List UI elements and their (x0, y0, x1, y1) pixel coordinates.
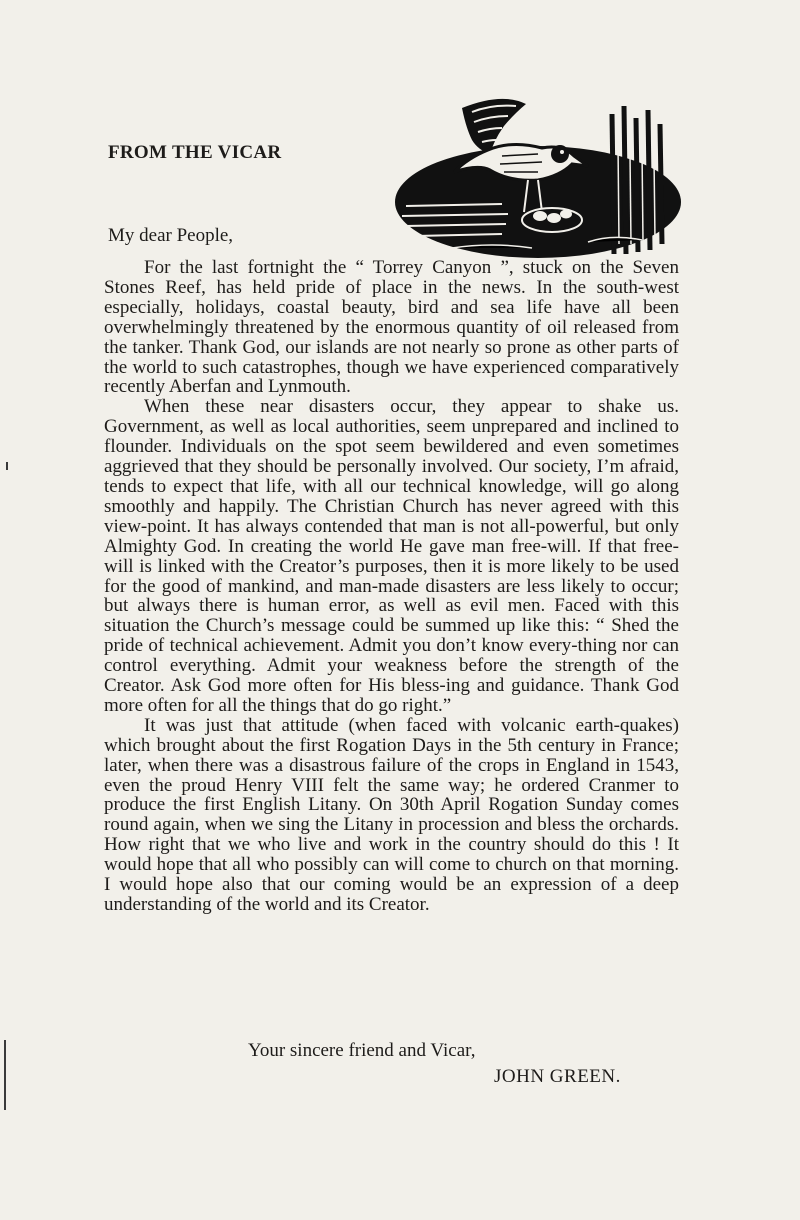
page-edge-mark (4, 1040, 6, 1110)
paragraph-near-disasters: When these near disasters occur, they appear to shake us. Government, as well as local authorities, seem unprepared and inclined to flounder. Individuals on the spot seem bewildered and even sometimes aggrieved that they should be personally involved. Our society, I’m afraid, tends to expect that life, with all our technical knowledge, will go along smoothly and happily. The Christian Church has never agreed with this view-point. It has always contended that man is not all-powerful, but only Almighty God. In creating the world He gave man free-will. If that free-will is linked with the Creator’s purposes, then it is more likely to be used for the good of mankind, and man-made disasters are less likely to occur; but always there is human error, as well as evil men. Faced with this situation the Church’s message could be summed up like this: “ Shed the pride of technical achievement. Admit you don’t know every-thing nor can control everything. Admit your weakness before the strength of the Creator. Ask God more often for His bless-ing and guidance. Thank God more often for all the things that do go right.” (104, 396, 679, 716)
letter-signoff: Your sincere friend and Vicar, (248, 1040, 476, 1061)
letter-heading: FROM THE VICAR (108, 142, 282, 163)
letter-signature: JOHN GREEN. (494, 1066, 621, 1087)
page-edge-mark (6, 462, 8, 470)
bird-on-nest-woodcut-icon (392, 84, 684, 262)
letter-salutation: My dear People, (108, 225, 234, 246)
paragraph-torrey-canyon: For the last fortnight the “ Torrey Canyon ”, stuck on the Seven Stones Reef, has held pride of place in the news. In the south-west especially, holidays, coastal beauty, bird and sea life have all been overwhelmingly threatened by the enormous quantity of oil released from the tanker. Thank God, our islands are not nearly so prone as other parts of the world to such catastrophes, though we have experienced comparatively recently Aberfan and Lynmouth. (104, 257, 679, 398)
letter-body (104, 258, 679, 915)
paragraph-rogation-days: It was just that attitude (when faced with volcanic earth-quakes) which brought about the first Rogation Days in the 5th century in France; later, when there was a disastrous failure of the crops in England in 1543, even the proud Henry VIII felt the same way; he ordered Cranmer to produce the first English Litany. On 30th April Rogation Sunday comes round again, when we sing the Litany in procession and bless the orchards. How right that we who live and work in the country should do this ! It would hope that all who possibly can will come to church on that morning. I would hope also that our coming would be an expression of a deep understanding of the world and its Creator. (104, 714, 679, 915)
